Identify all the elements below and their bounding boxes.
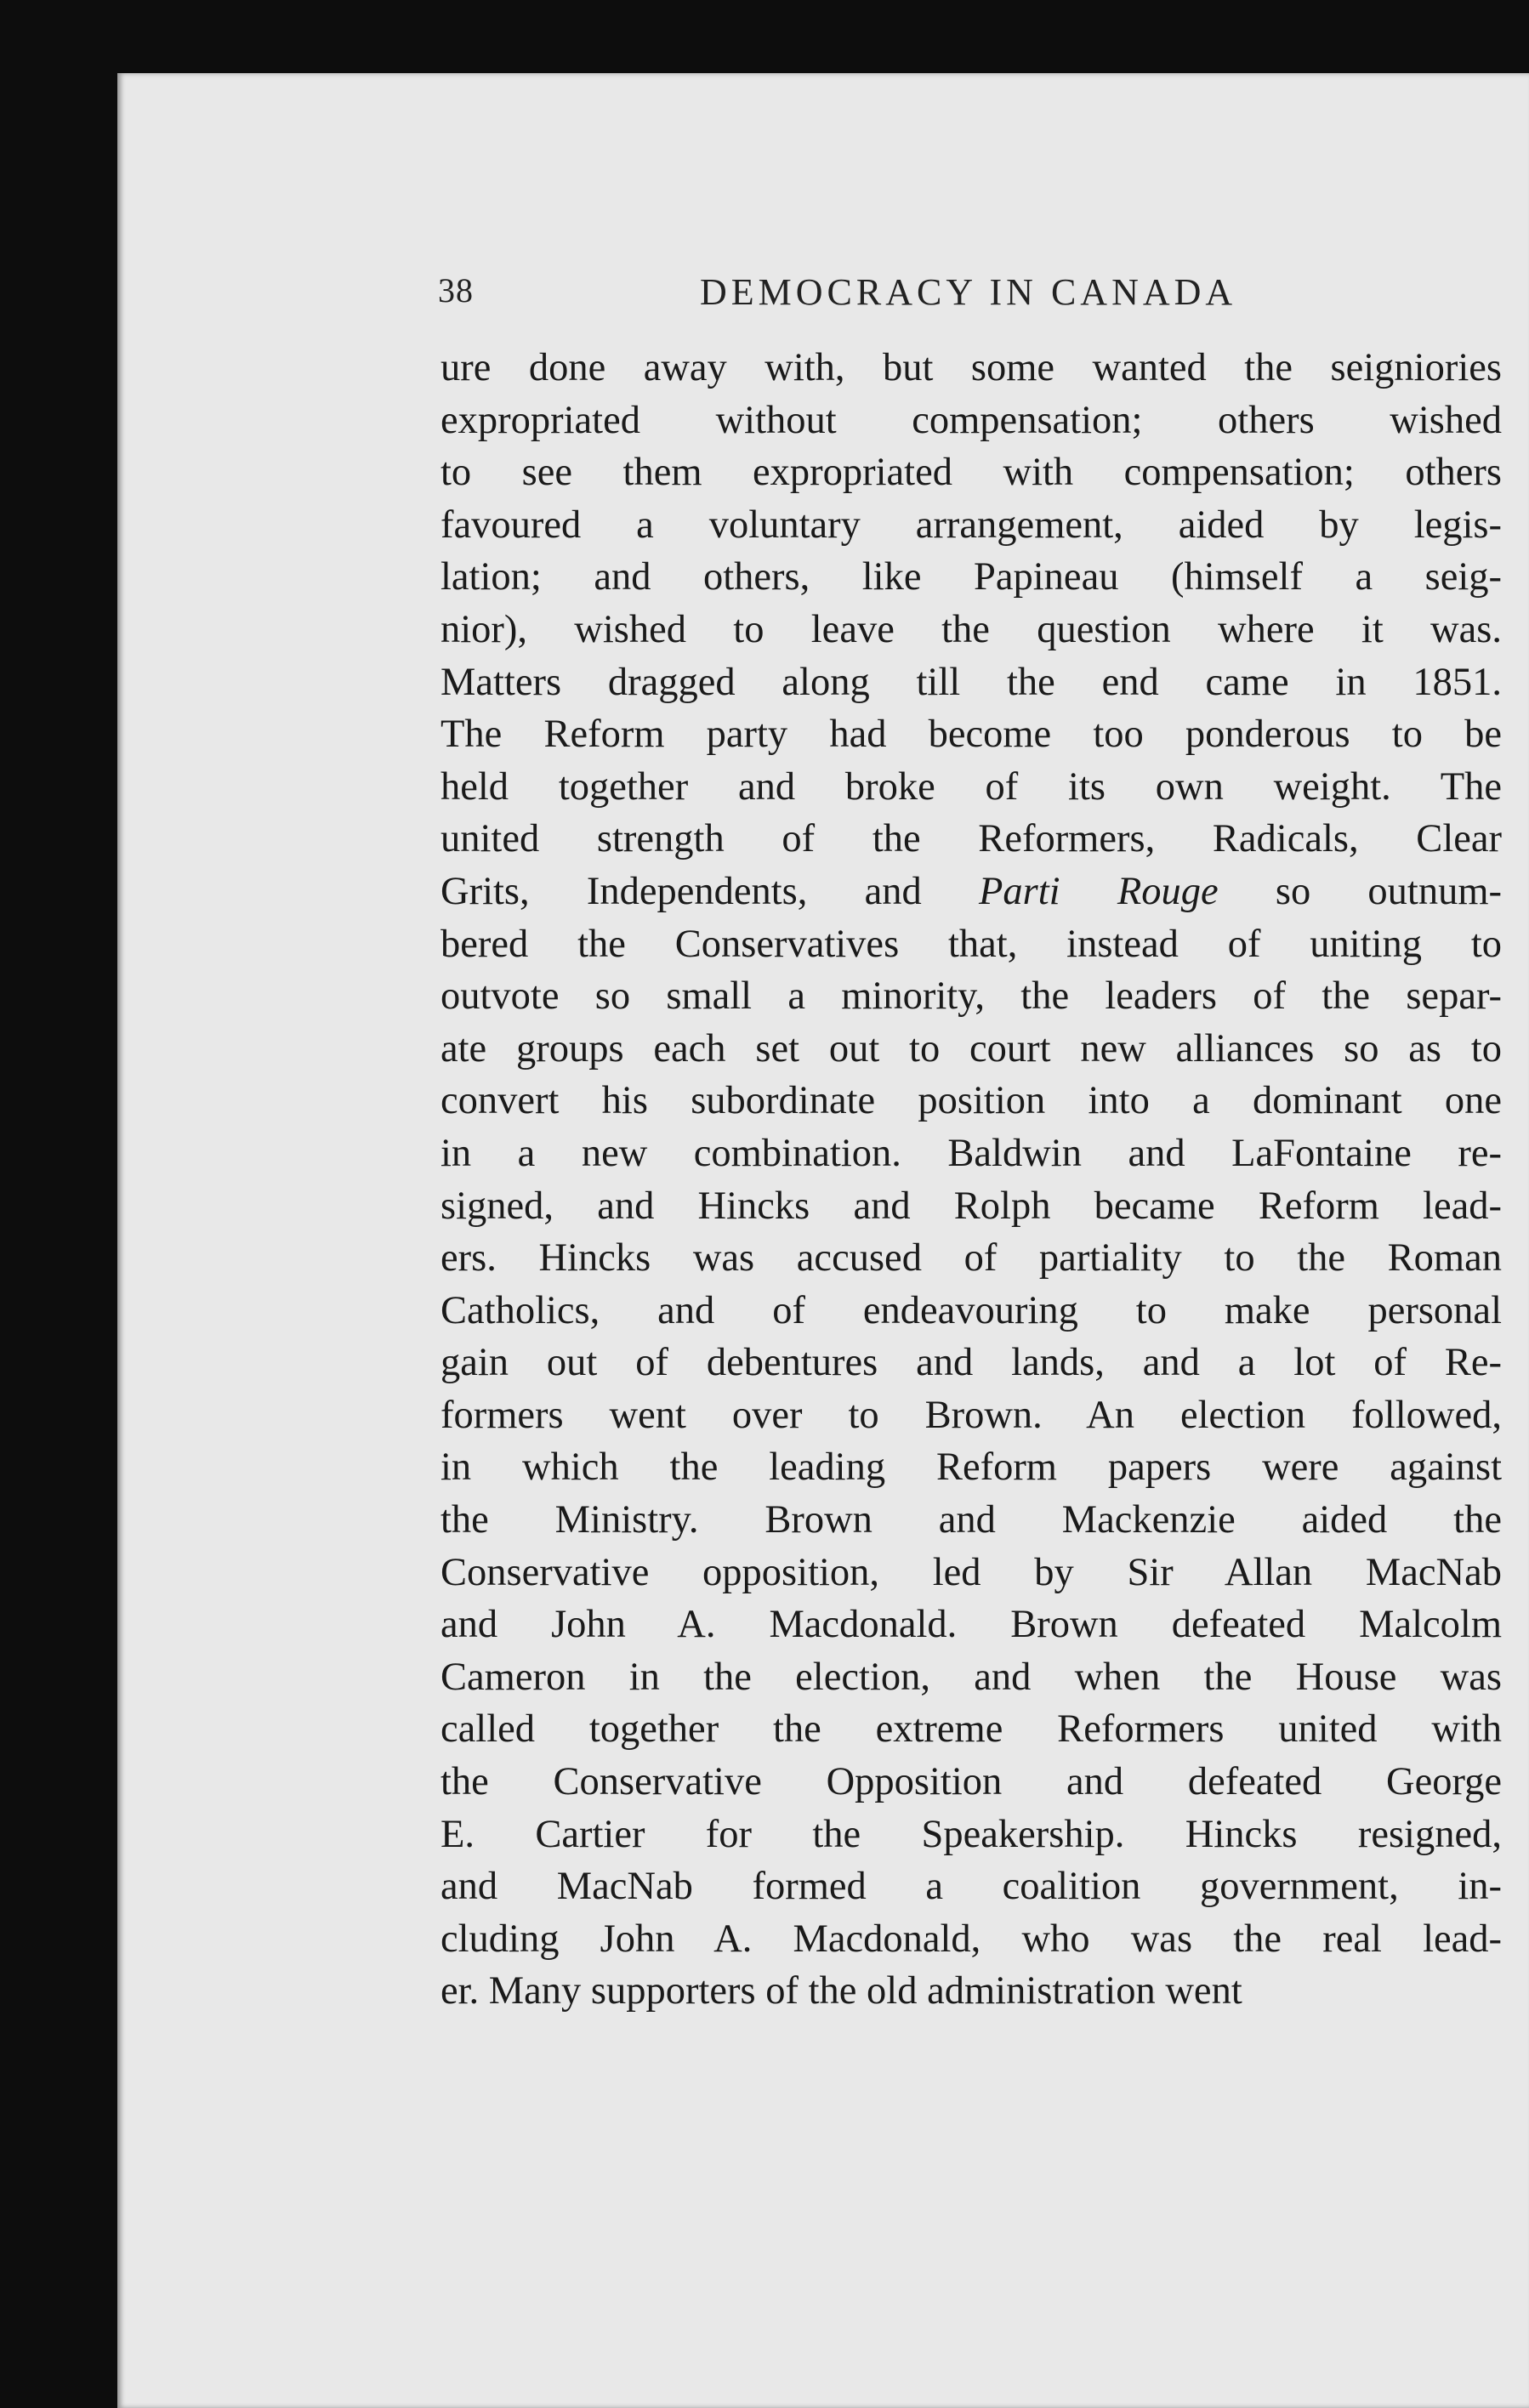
text-line: Conservative opposition, led by Sir Allan MacNab [441, 1550, 1502, 1594]
page-number: 38 [438, 271, 474, 310]
text-line: called together the extreme Reformers united with [441, 1707, 1502, 1752]
text-line: convert his subordinate position into a dominant one [441, 1079, 1502, 1123]
italic-phrase: Parti Rouge [979, 869, 1219, 913]
text-line: ure done away with, but some wanted the seigniories [441, 346, 1502, 389]
text-line: cluding John A. Macdonald, who was the real lead- [441, 1917, 1502, 1961]
body-text [441, 342, 1502, 2018]
text-line: er. Many supporters of the old administration went [441, 1969, 1242, 2013]
text-line: expropriated without compensation; others wished [441, 398, 1502, 442]
text-line: and MacNab formed a coalition government, in- [441, 1865, 1502, 1909]
text-line: Catholics, and of endeavouring to make personal [441, 1288, 1502, 1332]
text-line: ers. Hincks was accused of partiality to the Roman [441, 1236, 1502, 1281]
text-line: bered the Conservatives that, instead of uniting to [441, 922, 1502, 966]
text-line: E. Cartier for the Speakership. Hincks resigned, [441, 1812, 1502, 1856]
page-header [438, 270, 1501, 321]
text-line: Cameron in the election, and when the House was [441, 1655, 1502, 1699]
text-line: the Conservative Opposition and defeated George [441, 1760, 1502, 1804]
text-line: ate groups each set out to court new alliances so as to [441, 1026, 1502, 1071]
text-line: Grits, Independents, and Parti Rouge so outnum- [441, 869, 1503, 913]
text-line: held together and broke of its own weight. The [441, 764, 1502, 809]
text-line: in which the leading Reform papers were against [441, 1445, 1502, 1490]
text-line: and John A. Macdonald. Brown defeated Malcolm [441, 1603, 1502, 1647]
running-head: DEMOCRACY IN CANADA [700, 271, 1237, 313]
text-line: gain out of debentures and lands, and a lot of Re- [441, 1341, 1502, 1385]
text-line: to see them expropriated with compensation; others [441, 451, 1502, 495]
text-line: nior), wished to leave the question where it was. [441, 607, 1502, 651]
text-line: united strength of the Reformers, Radicals, Clear [441, 817, 1502, 861]
text-line: the Ministry. Brown and Mackenzie aided the [441, 1498, 1502, 1542]
text-line: outvote so small a minority, the leaders of the separ- [441, 974, 1502, 1019]
text-line: in a new combination. Baldwin and LaFontaine re- [441, 1131, 1502, 1175]
text-line: Matters dragged along till the end came in 1851. [441, 660, 1502, 704]
text-line: The Reform party had become too ponderous to be [441, 713, 1502, 757]
text-line: lation; and others, like Papineau (himself a seig- [441, 555, 1502, 599]
text-line: formers went over to Brown. An election followed, [441, 1393, 1502, 1437]
text-line: favoured a voluntary arrangement, aided by legis- [441, 503, 1502, 547]
text-line: signed, and Hincks and Rolph became Reform lead- [441, 1184, 1502, 1228]
